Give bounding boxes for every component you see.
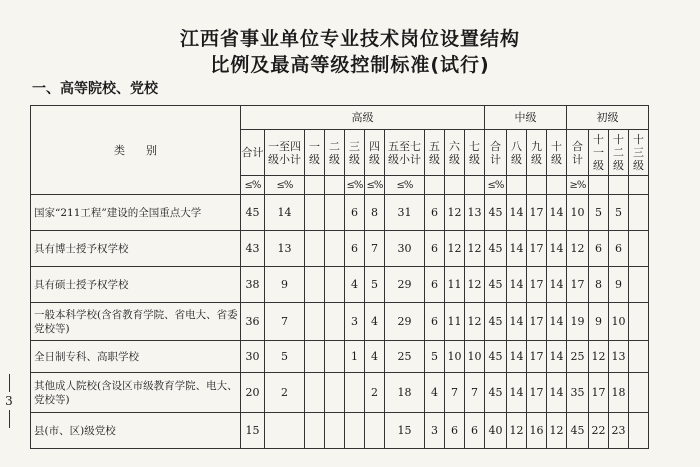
value-cell: 45	[241, 195, 265, 231]
value-cell: 4	[345, 267, 365, 303]
value-cell: 7	[365, 231, 385, 267]
col-lvl13: 十三级	[629, 130, 649, 176]
row-category: 县(市、区)级党校	[31, 413, 241, 449]
unit-cell	[629, 176, 649, 195]
value-cell	[325, 231, 345, 267]
value-cell: 12	[547, 413, 567, 449]
unit-cell	[609, 176, 629, 195]
value-cell: 2	[265, 373, 305, 413]
table-row	[31, 267, 649, 303]
value-cell: 14	[547, 303, 567, 341]
value-cell: 14	[507, 303, 527, 341]
col-lvl2: 二级	[325, 130, 345, 176]
value-cell	[325, 413, 345, 449]
value-cell	[629, 341, 649, 373]
value-cell: 7	[265, 303, 305, 341]
value-cell: 12	[567, 231, 589, 267]
value-cell: 16	[527, 413, 547, 449]
value-cell: 45	[485, 195, 507, 231]
value-cell: 10	[465, 341, 485, 373]
unit-cell: ≤%	[485, 176, 507, 195]
unit-cell: ≤%	[241, 176, 265, 195]
col-jr-total: 合计	[567, 130, 589, 176]
value-cell: 5	[265, 341, 305, 373]
position-ratio-table	[30, 105, 649, 449]
value-cell: 30	[241, 341, 265, 373]
col-lvl8: 八级	[507, 130, 527, 176]
value-cell	[305, 231, 325, 267]
unit-cell: ≤%	[345, 176, 365, 195]
value-cell: 23	[609, 413, 629, 449]
value-cell: 14	[507, 195, 527, 231]
value-cell	[345, 413, 365, 449]
value-cell	[305, 341, 325, 373]
value-cell: 12	[465, 303, 485, 341]
value-cell	[629, 231, 649, 267]
value-cell: 17	[527, 267, 547, 303]
group-header-high: 高级	[241, 106, 485, 130]
value-cell	[305, 303, 325, 341]
value-cell: 5	[589, 195, 609, 231]
group-header-row	[31, 106, 649, 130]
value-cell: 29	[385, 267, 425, 303]
unit-cell	[325, 176, 345, 195]
value-cell: 40	[485, 413, 507, 449]
value-cell: 45	[567, 413, 589, 449]
value-cell: 6	[345, 195, 365, 231]
unit-cell: ≤%	[385, 176, 425, 195]
value-cell: 31	[385, 195, 425, 231]
row-category: 全日制专科、高职学校	[31, 341, 241, 373]
value-cell: 17	[567, 267, 589, 303]
value-cell: 45	[485, 267, 507, 303]
col-lvl9: 九级	[527, 130, 547, 176]
value-cell: 1	[345, 341, 365, 373]
value-cell: 29	[385, 303, 425, 341]
value-cell: 14	[507, 341, 527, 373]
value-cell	[305, 195, 325, 231]
table-row	[31, 195, 649, 231]
value-cell: 25	[385, 341, 425, 373]
value-cell: 12	[465, 231, 485, 267]
table-row	[31, 373, 649, 413]
value-cell	[325, 303, 345, 341]
value-cell: 9	[589, 303, 609, 341]
value-cell: 22	[589, 413, 609, 449]
unit-cell	[445, 176, 465, 195]
value-cell	[629, 373, 649, 413]
value-cell: 15	[385, 413, 425, 449]
value-cell: 13	[465, 195, 485, 231]
row-category: 其他成人院校(含设区市级教育学院、电大、党校等)	[31, 373, 241, 413]
value-cell: 12	[589, 341, 609, 373]
value-cell: 12	[465, 267, 485, 303]
value-cell	[325, 267, 345, 303]
unit-cell: ≤%	[365, 176, 385, 195]
value-cell	[629, 413, 649, 449]
col-high-total: 合计	[241, 130, 265, 176]
value-cell: 36	[241, 303, 265, 341]
unit-cell	[589, 176, 609, 195]
value-cell	[325, 195, 345, 231]
value-cell: 14	[547, 267, 567, 303]
col-lvl4: 四级	[365, 130, 385, 176]
value-cell: 14	[507, 231, 527, 267]
value-cell: 45	[485, 341, 507, 373]
value-cell: 5	[609, 195, 629, 231]
unit-cell	[465, 176, 485, 195]
value-cell: 14	[547, 231, 567, 267]
unit-cell: ≥%	[567, 176, 589, 195]
value-cell: 11	[445, 267, 465, 303]
unit-cell	[507, 176, 527, 195]
value-cell: 7	[445, 373, 465, 413]
value-cell: 13	[609, 341, 629, 373]
value-cell: 6	[589, 231, 609, 267]
category-header: 类 别	[31, 106, 241, 195]
col-lvl12: 十二级	[609, 130, 629, 176]
value-cell: 45	[485, 231, 507, 267]
value-cell: 6	[425, 267, 445, 303]
page-number: 3	[2, 372, 16, 430]
value-cell: 8	[589, 267, 609, 303]
value-cell: 13	[265, 231, 305, 267]
col-lvl3: 三级	[345, 130, 365, 176]
document-title-line2: 比例及最高等级控制标准(试行)	[210, 54, 490, 76]
value-cell: 18	[609, 373, 629, 413]
value-cell: 14	[547, 373, 567, 413]
value-cell: 14	[265, 195, 305, 231]
value-cell: 17	[527, 195, 547, 231]
col-mid-total: 合计	[485, 130, 507, 176]
col-lvl1-4-subtotal: 一至四级小计	[265, 130, 305, 176]
value-cell: 6	[425, 303, 445, 341]
value-cell: 17	[527, 373, 547, 413]
value-cell	[265, 413, 305, 449]
value-cell: 17	[527, 303, 547, 341]
value-cell: 12	[445, 195, 465, 231]
col-lvl10: 十级	[547, 130, 567, 176]
unit-cell	[547, 176, 567, 195]
value-cell: 6	[445, 413, 465, 449]
document-title-line1: 江西省事业单位专业技术岗位设置结构	[179, 28, 520, 50]
value-cell: 4	[425, 373, 445, 413]
table-row	[31, 231, 649, 267]
value-cell: 17	[589, 373, 609, 413]
row-category: 国家“211工程”建设的全国重点大学	[31, 195, 241, 231]
value-cell: 12	[445, 231, 465, 267]
col-lvl1: 一级	[305, 130, 325, 176]
value-cell: 10	[445, 341, 465, 373]
value-cell: 30	[385, 231, 425, 267]
value-cell: 4	[365, 341, 385, 373]
value-cell: 14	[507, 267, 527, 303]
value-cell: 25	[567, 341, 589, 373]
value-cell: 15	[241, 413, 265, 449]
value-cell: 6	[425, 195, 445, 231]
unit-cell	[527, 176, 547, 195]
value-cell: 20	[241, 373, 265, 413]
value-cell: 17	[527, 341, 547, 373]
value-cell: 38	[241, 267, 265, 303]
unit-cell: ≤%	[265, 176, 305, 195]
value-cell: 3	[345, 303, 365, 341]
group-header-mid: 中级	[485, 106, 567, 130]
value-cell	[305, 267, 325, 303]
value-cell: 14	[547, 195, 567, 231]
table-row	[31, 303, 649, 341]
row-category: 一般本科学校(含省教育学院、省电大、省委党校等)	[31, 303, 241, 341]
value-cell	[365, 413, 385, 449]
value-cell: 45	[485, 373, 507, 413]
value-cell	[629, 195, 649, 231]
row-category: 具有博士授予权学校	[31, 231, 241, 267]
value-cell: 8	[365, 195, 385, 231]
value-cell: 17	[527, 231, 547, 267]
col-lvl6: 六级	[445, 130, 465, 176]
value-cell	[629, 267, 649, 303]
col-lvl11: 十一级	[589, 130, 609, 176]
unit-cell	[305, 176, 325, 195]
col-lvl5-7-subtotal: 五至七级小计	[385, 130, 425, 176]
value-cell: 6	[345, 231, 365, 267]
col-lvl5: 五级	[425, 130, 445, 176]
value-cell	[325, 373, 345, 413]
value-cell: 45	[485, 303, 507, 341]
value-cell: 2	[365, 373, 385, 413]
value-cell: 5	[365, 267, 385, 303]
value-cell: 14	[547, 341, 567, 373]
value-cell: 11	[445, 303, 465, 341]
value-cell: 5	[425, 341, 445, 373]
unit-cell	[425, 176, 445, 195]
value-cell	[325, 341, 345, 373]
value-cell	[305, 413, 325, 449]
value-cell: 9	[265, 267, 305, 303]
section-heading: 一、高等院校、党校	[32, 81, 158, 97]
value-cell: 3	[425, 413, 445, 449]
value-cell: 14	[507, 373, 527, 413]
value-cell: 12	[507, 413, 527, 449]
value-cell	[345, 373, 365, 413]
col-lvl7: 七级	[465, 130, 485, 176]
value-cell: 9	[609, 267, 629, 303]
group-header-junior: 初级	[567, 106, 649, 130]
value-cell: 6	[465, 413, 485, 449]
value-cell: 10	[609, 303, 629, 341]
value-cell: 7	[465, 373, 485, 413]
row-category: 具有硕士授予权学校	[31, 267, 241, 303]
table-row	[31, 413, 649, 449]
value-cell: 18	[385, 373, 425, 413]
table-row	[31, 341, 649, 373]
value-cell: 43	[241, 231, 265, 267]
value-cell	[305, 373, 325, 413]
value-cell: 4	[365, 303, 385, 341]
value-cell	[629, 303, 649, 341]
value-cell: 6	[425, 231, 445, 267]
value-cell: 10	[567, 195, 589, 231]
value-cell: 35	[567, 373, 589, 413]
value-cell: 6	[609, 231, 629, 267]
value-cell: 19	[567, 303, 589, 341]
